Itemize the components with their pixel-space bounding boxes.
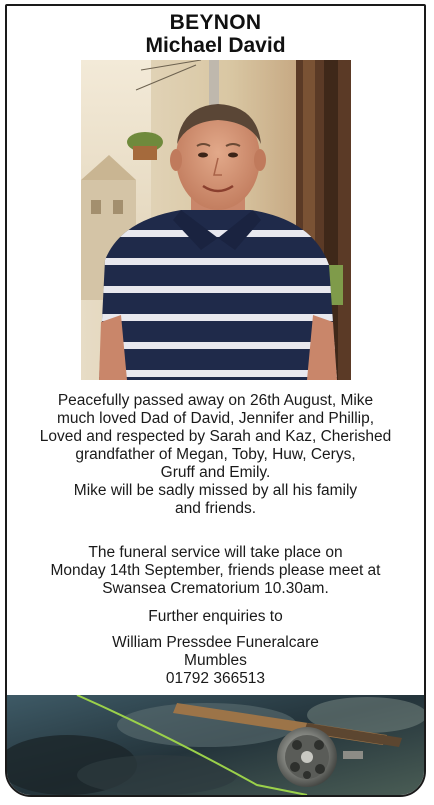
funeral-director-location: Mumbles: [184, 652, 247, 669]
text-line: The funeral service will take place on: [88, 544, 343, 561]
text-line: Loved and respected by Sarah and Kaz, Cherished: [39, 428, 392, 445]
funeral-director-block: [7, 634, 424, 688]
text-line: much loved Dad of David, Jennifer and Phillip,: [56, 410, 375, 427]
text-line: Peacefully passed away on 26th August, Mike: [57, 392, 374, 409]
funeral-details-paragraph: [7, 544, 424, 598]
text-line: Monday 14th September, friends please meet at: [50, 562, 381, 579]
funeral-director-phone: 01792 366513: [165, 670, 266, 687]
forenames-heading: Michael David: [145, 34, 286, 57]
text-line: grandfather of Megan, Toby, Huw, Cerys,: [75, 446, 356, 463]
obituary-notice: [5, 4, 426, 797]
text-line: and friends.: [175, 500, 256, 517]
text-line: Mike will be sadly missed by all his family: [73, 482, 358, 499]
text-line: Swansea Crematorium 10.30am.: [102, 580, 329, 597]
enquiries-line: [7, 608, 424, 626]
text-line: Gruff and Emily.: [160, 464, 271, 481]
fly-fishing-reel-photo: [7, 695, 424, 795]
text-line: Further enquiries to: [148, 608, 283, 625]
obituary-paragraph: [7, 392, 424, 518]
surname-heading: BEYNON: [169, 11, 262, 34]
portrait-photo: [81, 60, 351, 380]
funeral-director-name: William Pressdee Funeralcare: [112, 634, 319, 651]
